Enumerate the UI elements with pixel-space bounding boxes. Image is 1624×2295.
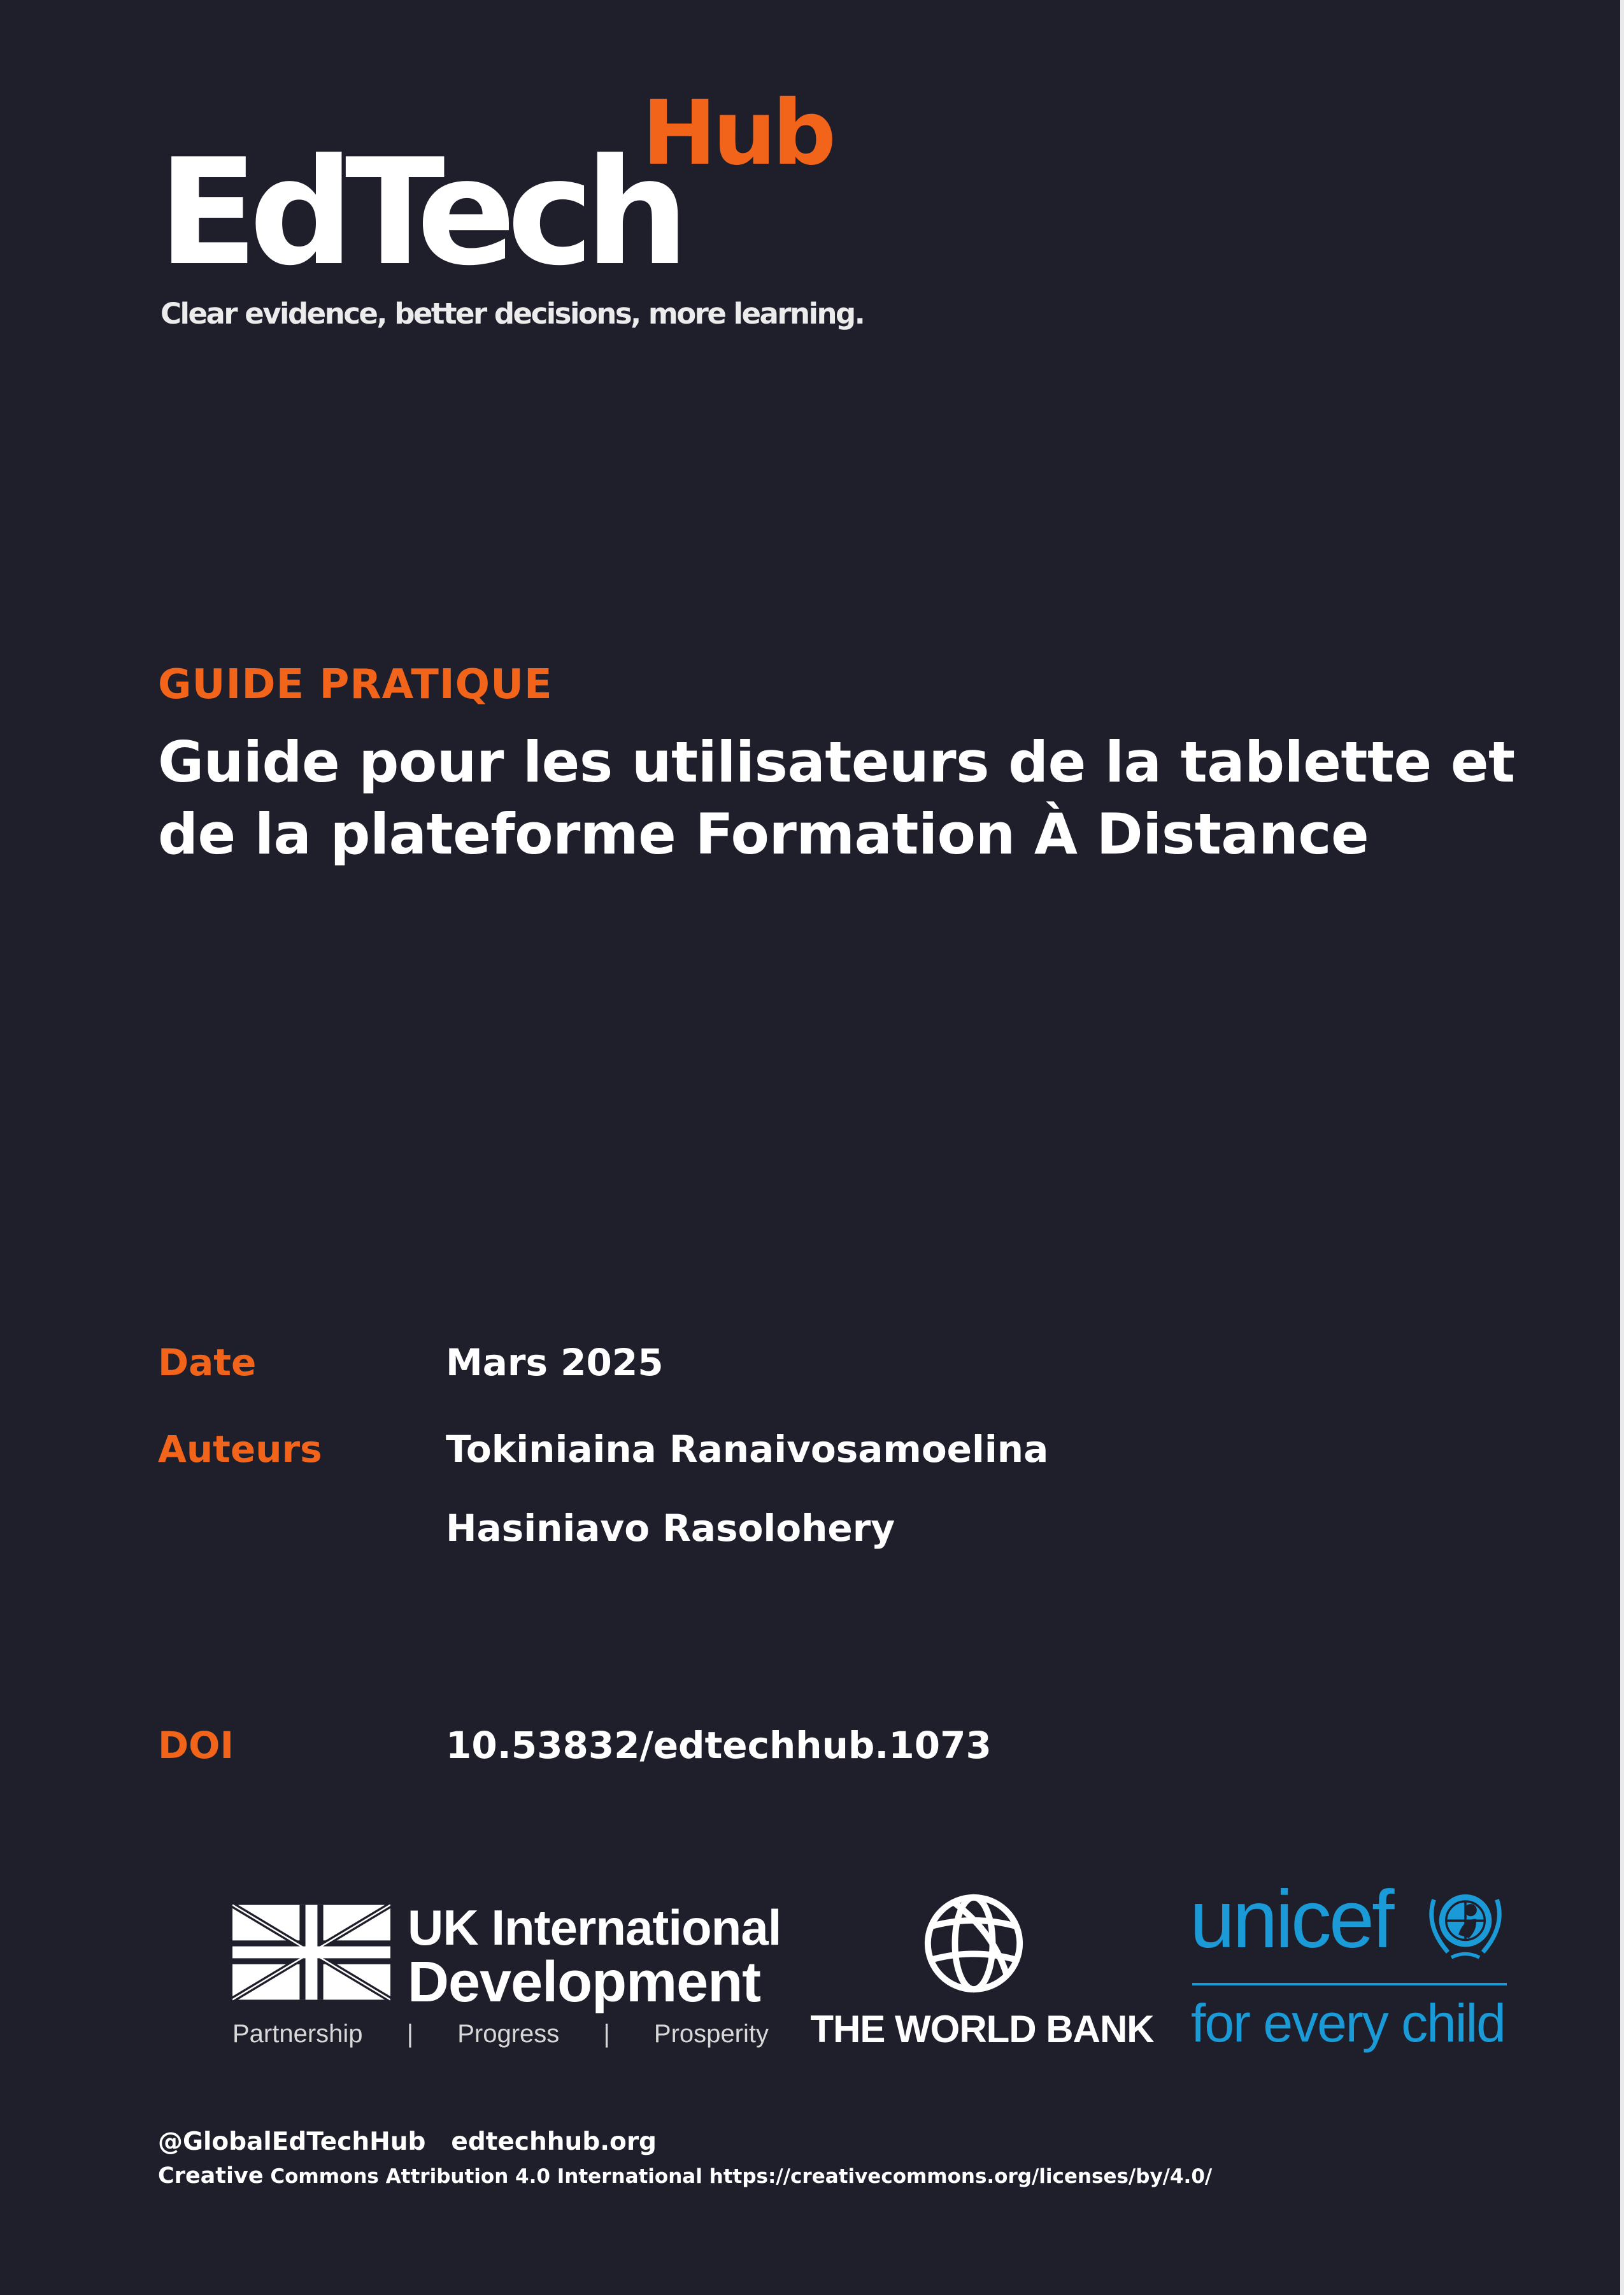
motto-word: Progress: [457, 2020, 560, 2048]
world-bank-logo: [804, 1889, 1160, 2054]
document-title: Guide pour les utilisateurs de la tablette et de la plateforme Formation À Distance: [158, 729, 1515, 867]
unicef-divider: [1192, 1983, 1507, 1985]
motto-word: Prosperity: [653, 2020, 769, 2048]
author-name: Tokiniaina Ranaivosamoelina: [446, 1427, 1049, 1471]
license-first-word: Creative: [158, 2163, 264, 2189]
logo-tagline: Clear evidence, better decisions, more learning.: [160, 297, 864, 331]
ukid-name-line2: Development: [408, 1950, 761, 2014]
logo-wordmark: EdTech: [158, 128, 681, 298]
unicef-logo: [1190, 1874, 1508, 2064]
footer-contacts: [158, 2127, 657, 2156]
license-text: Commons Attribution 4.0 International https://creativecommons.org/licenses/by/4.0/: [263, 2165, 1213, 2188]
footer-website-link[interactable]: edtechhub.org: [451, 2127, 657, 2156]
world-bank-name: THE WORLD BANK: [810, 2008, 1154, 2050]
date-label: Date: [158, 1341, 257, 1384]
doi-label: DOI: [158, 1724, 234, 1767]
union-flag-icon: [232, 1904, 390, 2001]
footer-license: [158, 2163, 1212, 2189]
ukid-name-line1: UK International: [408, 1899, 781, 1955]
logo-superscript: Hub: [642, 82, 833, 185]
unicef-emblem-icon: [1421, 1880, 1509, 1964]
footer-social-handle[interactable]: @GlobalEdTechHub: [158, 2127, 426, 2156]
document-category: GUIDE PRATIQUE: [158, 661, 553, 708]
ukid-motto: [232, 2020, 769, 2048]
edtechhub-logo: [158, 82, 864, 344]
unicef-tagline: for every child: [1191, 1993, 1505, 2053]
date-value: Mars 2025: [446, 1341, 664, 1384]
unicef-name: unicef: [1190, 1874, 1392, 1965]
doi-value: 10.53832/edtechhub.1073: [446, 1724, 992, 1767]
uk-international-development-logo: [232, 1899, 781, 2054]
motto-separator: |: [406, 2020, 414, 2048]
author-name: Hasiniavo Rasolohery: [446, 1506, 895, 1550]
authors-label: Auteurs: [158, 1427, 322, 1471]
motto-word: Partnership: [232, 2020, 363, 2048]
page-edge: [1620, 0, 1624, 2295]
motto-separator: |: [603, 2020, 610, 2048]
globe-icon: [922, 1891, 1026, 1996]
